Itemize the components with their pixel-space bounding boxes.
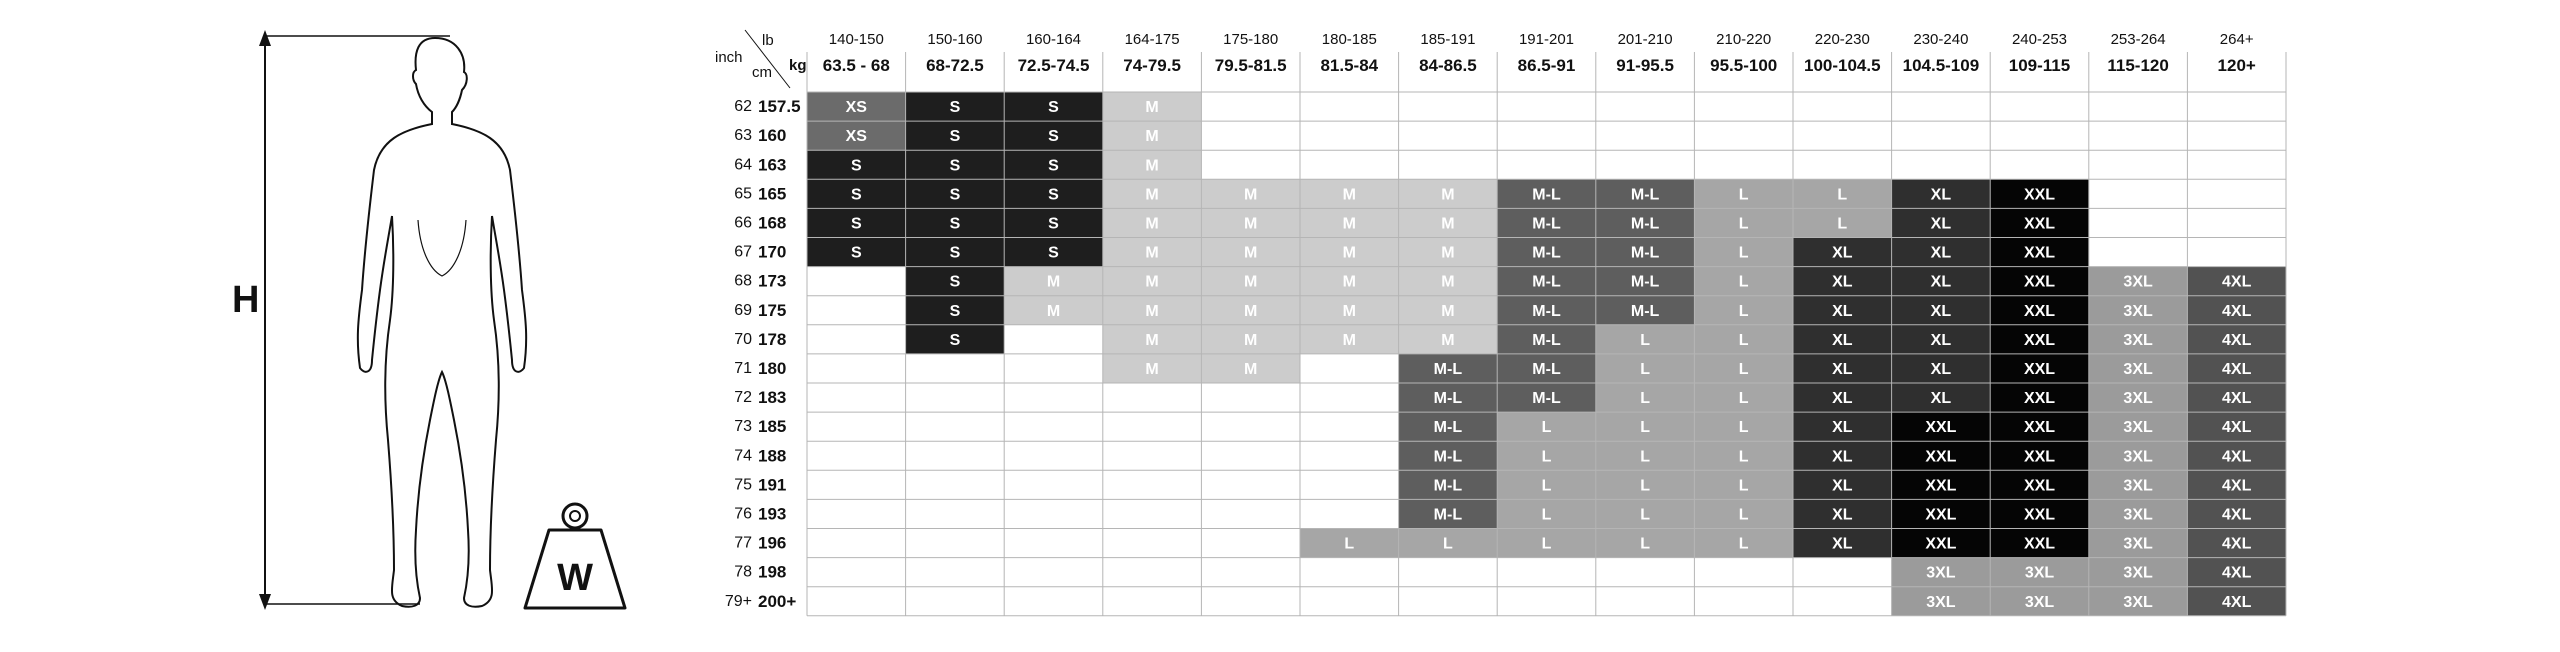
size-cell-label: S <box>949 215 961 233</box>
size-cell-label: S <box>949 128 961 146</box>
size-cell-label: 3XL <box>2123 331 2153 349</box>
size-cell-label: 4XL <box>2222 360 2252 378</box>
row-header-cm: 198 <box>758 562 787 582</box>
size-cell-label: 3XL <box>2123 448 2153 466</box>
column-header-lb: 220-230 <box>1814 31 1870 48</box>
size-cell-label: XL <box>1930 302 1952 320</box>
size-cell-label: M <box>1145 215 1159 233</box>
size-cell-label: M-L <box>1532 215 1561 233</box>
size-cell-label: M <box>1244 215 1258 233</box>
size-cell-label: 3XL <box>1926 593 1956 611</box>
size-cell-label: XS <box>845 99 867 117</box>
size-cell-label: XXL <box>2023 244 2056 262</box>
size-cell-label: XXL <box>2023 535 2056 553</box>
size-cell-label: L <box>1541 506 1552 524</box>
size-cell-label: M <box>1145 360 1159 378</box>
size-cell-label: M <box>1342 186 1356 204</box>
size-cell-label: XL <box>1930 215 1952 233</box>
size-cell-label: XXL <box>2023 186 2056 204</box>
size-cell-label: L <box>1541 477 1552 495</box>
size-cell-label: M-L <box>1433 419 1463 437</box>
size-cell-label: XL <box>1930 273 1952 291</box>
column-header-kg: 68-72.5 <box>926 56 984 75</box>
column-header-lb: 191-201 <box>1518 31 1575 48</box>
size-cell-label: XXL <box>1925 506 1957 524</box>
size-cell-label: S <box>1048 99 1059 117</box>
size-cell-label: 4XL <box>2222 535 2252 553</box>
row-header-cm: 188 <box>758 446 787 466</box>
size-cell-label: M-L <box>1532 273 1561 291</box>
column-header-lb: 230-240 <box>1913 31 1969 48</box>
corner-cm-label: cm <box>752 64 772 81</box>
column-header-lb: 140-150 <box>828 31 884 48</box>
size-cell-label: M <box>1441 244 1455 262</box>
size-cell-label: XXL <box>1925 419 1957 437</box>
size-cell-label: S <box>949 157 961 175</box>
size-cell-label: M <box>1441 273 1455 291</box>
size-cell-label: L <box>1640 448 1650 466</box>
size-cell-label: XL <box>1832 244 1853 262</box>
size-cell-label: M-L <box>1630 244 1660 262</box>
row-header-inch: 75 <box>734 476 752 494</box>
size-cell-label: 3XL <box>2123 360 2153 378</box>
column-header-kg: 109-115 <box>2008 56 2071 75</box>
size-cell-label: S <box>949 273 961 291</box>
size-cell-label: M <box>1342 331 1356 349</box>
size-cell-label: XL <box>1930 244 1952 262</box>
row-header-inch: 72 <box>734 389 752 407</box>
row-header-inch: 78 <box>734 563 752 581</box>
corner-kg-label: kg <box>789 57 807 74</box>
size-cell-label: S <box>1048 215 1059 233</box>
size-cell-label: L <box>1738 244 1749 262</box>
column-header-kg: 120+ <box>2217 56 2256 75</box>
size-cell-label: L <box>1738 535 1749 553</box>
size-cell-label: M-L <box>1532 302 1561 320</box>
size-cell-label: S <box>850 244 862 262</box>
size-cell-label: M-L <box>1532 244 1561 262</box>
row-header-inch: 70 <box>734 330 752 348</box>
size-cell-label: 3XL <box>2123 564 2153 582</box>
size-cell-label: L <box>1640 477 1650 495</box>
size-cell-label: M <box>1441 215 1455 233</box>
column-header-kg: 104.5-109 <box>1902 56 1980 75</box>
size-cell-label: 4XL <box>2222 302 2252 320</box>
size-cell-label: XL <box>1832 535 1853 553</box>
size-cell-label: L <box>1640 390 1650 408</box>
size-cell-label: XL <box>1832 390 1853 408</box>
row-header-inch: 77 <box>734 534 752 552</box>
column-header-lb: 185-191 <box>1420 31 1476 48</box>
size-cell-label: M <box>1145 244 1159 262</box>
row-header-inch: 64 <box>734 156 752 174</box>
column-header-lb: 160-164 <box>1025 31 1082 48</box>
column-header-lb: 253-264 <box>2110 31 2166 48</box>
size-cell-label: S <box>949 99 961 117</box>
size-cell-label: L <box>1640 535 1650 553</box>
corner-inch-label: inch <box>715 49 743 66</box>
size-cell-label: L <box>1640 360 1650 378</box>
size-cell-label: M <box>1145 99 1159 117</box>
size-cell-label: M <box>1441 331 1455 349</box>
column-header-kg: 115-120 <box>2107 56 2169 75</box>
size-cell-label: M <box>1342 273 1356 291</box>
column-header-kg: 86.5-91 <box>1517 56 1576 75</box>
size-cell-label: 3XL <box>2123 477 2153 495</box>
size-cell-label: L <box>1640 331 1650 349</box>
column-header-kg: 74-79.5 <box>1123 56 1181 75</box>
size-cell-label: XXL <box>2023 448 2056 466</box>
size-cell-label: XL <box>1832 302 1853 320</box>
size-cell-label: XS <box>845 128 867 146</box>
size-cell-label: XXL <box>2023 215 2056 233</box>
row-header-inch: 76 <box>734 505 752 523</box>
size-cell-label: M <box>1342 302 1356 320</box>
size-cell-label: L <box>1443 535 1453 553</box>
size-cell-label: L <box>1738 477 1749 495</box>
size-cell-label: 3XL <box>2024 593 2055 611</box>
row-header-inch: 71 <box>734 359 752 377</box>
size-cell-label: L <box>1738 419 1749 437</box>
size-cell-label: M-L <box>1433 477 1463 495</box>
size-cell-label: M <box>1244 273 1258 291</box>
row-header-inch: 79+ <box>724 592 752 610</box>
size-cell-label: XXL <box>1925 535 1957 553</box>
size-cell-label: M-L <box>1433 360 1463 378</box>
size-cell-label: L <box>1738 448 1749 466</box>
size-cell-label: M <box>1145 128 1159 146</box>
column-header-kg: 84-86.5 <box>1419 56 1477 75</box>
size-cell-label: 3XL <box>2123 593 2153 611</box>
row-header-inch: 73 <box>734 418 752 436</box>
size-cell-label: M-L <box>1433 448 1463 466</box>
height-label: H <box>232 279 260 321</box>
row-header-inch: 69 <box>734 301 752 319</box>
size-cell-label: L <box>1541 535 1552 553</box>
row-header-cm: 178 <box>758 329 787 349</box>
column-header-lb: 164-175 <box>1124 31 1180 48</box>
size-cell-label: S <box>949 331 961 349</box>
size-cell-label: L <box>1738 215 1749 233</box>
size-cell-label: 4XL <box>2222 477 2252 495</box>
size-cell-label: XL <box>1832 506 1853 524</box>
size-cell-label: 3XL <box>2123 302 2153 320</box>
size-cell-label: L <box>1541 448 1552 466</box>
size-cell-label: 3XL <box>2123 506 2153 524</box>
size-cell-label: XXL <box>1925 448 1957 466</box>
row-header-cm: 170 <box>758 242 787 262</box>
column-header-kg: 79.5-81.5 <box>1214 56 1287 75</box>
size-cell-label: L <box>1541 419 1552 437</box>
column-header-lb: 150-160 <box>927 31 983 48</box>
size-cell-label: M-L <box>1532 331 1561 349</box>
row-header-cm: 160 <box>758 126 787 146</box>
size-cell-label: M <box>1145 302 1159 320</box>
row-header-inch: 65 <box>734 185 752 203</box>
size-cell-label: 3XL <box>2123 390 2153 408</box>
size-cell-label: XL <box>1930 360 1952 378</box>
size-cell-label: 4XL <box>2222 593 2252 611</box>
size-cell-label: L <box>1738 506 1749 524</box>
size-cell-label: M-L <box>1532 390 1561 408</box>
size-cell-label: 4XL <box>2222 506 2252 524</box>
column-header-kg: 72.5-74.5 <box>1017 56 1090 75</box>
size-cell-label: S <box>1048 244 1059 262</box>
column-header-lb: 180-185 <box>1321 31 1377 48</box>
column-header-lb: 210-220 <box>1716 31 1772 48</box>
size-cell-label: M <box>1244 331 1258 349</box>
size-cell-label: M <box>1244 186 1258 204</box>
size-cell-label: M <box>1145 157 1159 175</box>
size-cell-label: M <box>1145 186 1159 204</box>
size-cell-label: XL <box>1832 273 1853 291</box>
size-cell-label: XL <box>1930 390 1952 408</box>
size-cell-label: S <box>1048 128 1059 146</box>
column-header-lb: 175-180 <box>1223 31 1279 48</box>
column-header-kg: 63.5 - 68 <box>822 56 890 75</box>
size-cell-label: 4XL <box>2222 448 2252 466</box>
size-cell-label: S <box>949 186 961 204</box>
size-cell-label: L <box>1640 506 1650 524</box>
size-cell-label: S <box>949 244 961 262</box>
size-cell-label: 3XL <box>2024 564 2055 582</box>
size-cell-label: M <box>1244 244 1258 262</box>
size-cell-label: M <box>1244 360 1258 378</box>
row-header-cm: 163 <box>758 155 787 175</box>
size-cell-label: XL <box>1832 419 1853 437</box>
row-header-inch: 63 <box>734 127 752 145</box>
size-cell-label: S <box>850 186 862 204</box>
row-header-cm: 157.5 <box>758 97 801 117</box>
size-cell-label: XL <box>1930 331 1952 349</box>
size-cell-label: L <box>1837 215 1848 233</box>
size-cell-label: L <box>1738 186 1749 204</box>
column-header-kg: 91-95.5 <box>1616 56 1674 75</box>
size-cell-label: M <box>1441 186 1455 204</box>
table-corner-header <box>715 30 807 88</box>
size-cell-label: L <box>1738 302 1749 320</box>
row-header-cm: 180 <box>758 358 787 378</box>
size-cell-label: S <box>1048 186 1059 204</box>
size-cell-label: M-L <box>1433 506 1463 524</box>
weight-label: W <box>557 557 593 599</box>
size-cell-label: XXL <box>2023 419 2056 437</box>
size-cell-label: S <box>1048 157 1059 175</box>
size-cell-label: XL <box>1832 477 1853 495</box>
size-cell-label: M-L <box>1630 186 1660 204</box>
row-header-inch: 62 <box>734 98 752 116</box>
size-cell-label: M <box>1046 302 1061 320</box>
size-cell-label: XXL <box>2023 390 2056 408</box>
size-cell-label: XXL <box>1925 477 1957 495</box>
size-cell-label: XL <box>1930 186 1952 204</box>
row-header-cm: 168 <box>758 213 787 233</box>
size-cell-label: 3XL <box>2123 419 2153 437</box>
row-header-cm: 193 <box>758 504 787 524</box>
size-cell-label: L <box>1344 535 1355 553</box>
row-header-inch: 66 <box>734 214 752 232</box>
size-cell-label: M <box>1342 215 1356 233</box>
size-cell-label: M <box>1441 302 1455 320</box>
size-cell-label: L <box>1738 390 1749 408</box>
row-header-inch: 67 <box>734 243 752 261</box>
size-cell-label: M-L <box>1532 186 1561 204</box>
size-cell-label: M <box>1145 273 1159 291</box>
size-cell-label: L <box>1738 331 1749 349</box>
size-cell-label: XL <box>1832 331 1853 349</box>
column-header-kg: 100-104.5 <box>1804 56 1881 75</box>
row-header-cm: 200+ <box>758 591 797 611</box>
size-cell-label: M <box>1046 273 1061 291</box>
size-cell-label: M-L <box>1433 390 1463 408</box>
column-header-kg: 81.5-84 <box>1320 56 1379 75</box>
size-cell-label: 4XL <box>2222 390 2252 408</box>
size-cell-label: S <box>850 157 862 175</box>
size-cell-label: XXL <box>2023 302 2056 320</box>
size-cell-label: XXL <box>2023 273 2056 291</box>
row-header-cm: 173 <box>758 271 787 291</box>
size-cell-label: S <box>850 215 862 233</box>
size-cell-label: M <box>1145 331 1159 349</box>
row-header-cm: 175 <box>758 300 787 320</box>
size-cell-label: XXL <box>2023 331 2056 349</box>
size-cell-label: S <box>949 302 961 320</box>
size-cell-label: L <box>1837 186 1848 204</box>
row-header-inch: 74 <box>734 447 752 465</box>
size-cell-label: M-L <box>1532 360 1561 378</box>
row-header-inch: 68 <box>734 272 752 290</box>
size-cell-label: M <box>1244 302 1258 320</box>
size-cell-label: L <box>1640 419 1650 437</box>
row-header-cm: 165 <box>758 184 787 204</box>
size-cell-label: M-L <box>1630 302 1660 320</box>
column-header-lb: 264+ <box>2219 31 2254 48</box>
size-cell-label: M-L <box>1630 273 1660 291</box>
row-header-cm: 185 <box>758 417 787 437</box>
row-header-cm: 183 <box>758 388 787 408</box>
size-cell-label: XXL <box>2023 360 2056 378</box>
size-cell-label: M-L <box>1630 215 1660 233</box>
size-cell-label: XL <box>1832 448 1853 466</box>
size-cell-label: 3XL <box>2123 535 2153 553</box>
size-cell-label: XL <box>1832 360 1853 378</box>
size-cell-label: XXL <box>2023 506 2056 524</box>
size-cell-label: M <box>1342 244 1356 262</box>
size-cell-label: 4XL <box>2222 331 2252 349</box>
size-cell-label: 3XL <box>2123 273 2153 291</box>
row-header-cm: 191 <box>758 475 787 495</box>
size-cell-label: XXL <box>2023 477 2056 495</box>
size-cell-label: 4XL <box>2222 564 2252 582</box>
size-cell-label: L <box>1738 360 1749 378</box>
size-cell-label: L <box>1738 273 1749 291</box>
size-cell-label: 3XL <box>1926 564 1956 582</box>
size-cell-label: 4XL <box>2222 419 2252 437</box>
column-header-kg: 95.5-100 <box>1710 56 1778 75</box>
column-header-lb: 240-253 <box>2011 31 2068 48</box>
column-header-lb: 201-210 <box>1617 31 1673 48</box>
size-cell-label: 4XL <box>2222 273 2252 291</box>
corner-lb-label: lb <box>762 32 774 49</box>
row-header-cm: 196 <box>758 533 787 553</box>
